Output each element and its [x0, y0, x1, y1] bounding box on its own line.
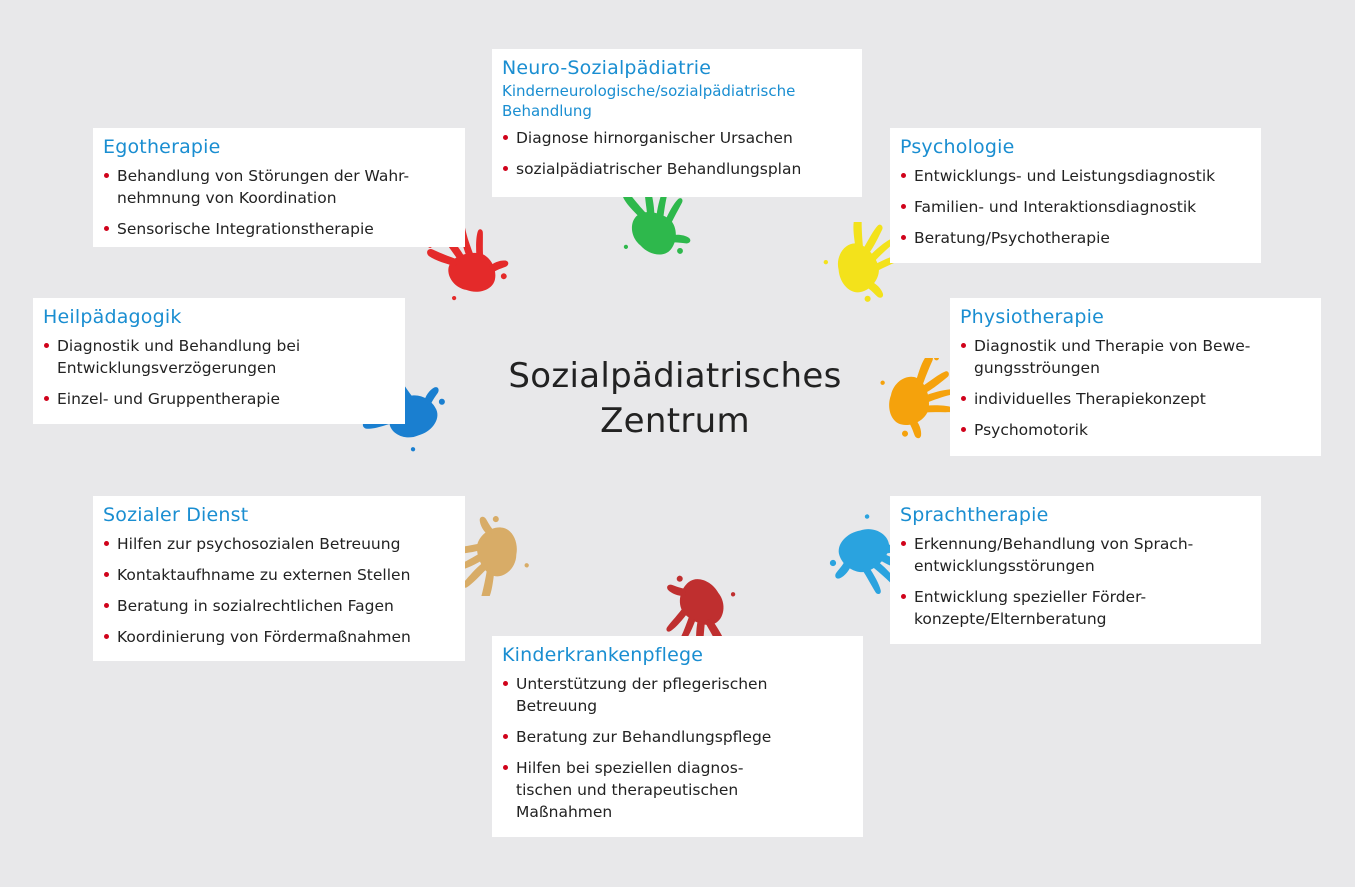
card-egotherapie — [93, 128, 465, 247]
list-item — [900, 533, 1251, 577]
list-item — [900, 165, 1251, 187]
list-item — [960, 419, 1311, 441]
card-title: Sozialer Dienst — [103, 504, 249, 526]
card-psychologie — [890, 128, 1261, 263]
list-item-text: Familien- und Interaktionsdiagnostik — [914, 198, 1197, 216]
list-item — [900, 196, 1251, 218]
card-heilpaedagogik — [33, 298, 405, 424]
list-item-text: Beratung zur Behandlungspflege — [516, 728, 772, 746]
list-item-text: Entwicklung spezieller Förder- konzepte/Elternberatung — [914, 588, 1147, 628]
list-item-text: Sensorische Integrationstherapie — [117, 220, 374, 238]
card-sprachtherapie — [890, 496, 1261, 644]
list-item — [502, 673, 853, 717]
list-item — [103, 626, 455, 648]
list-item-text: Behandlung von Störungen der Wahr- nehmnung von Koordination — [117, 167, 410, 207]
card-title: Physiotherapie — [960, 306, 1105, 328]
list-item-text: Erkennung/Behandlung von Sprach- entwicklungsstörungen — [914, 535, 1194, 575]
orange-hand-icon — [868, 358, 963, 440]
list-item-text: Diagnostik und Behandlung bei Entwicklungsverzögerungen — [57, 337, 301, 377]
green-hand-icon — [610, 186, 700, 266]
list-item — [502, 127, 852, 149]
card-kinderkrankenpflege — [492, 636, 863, 837]
list-item — [900, 586, 1251, 630]
list-item-text: Beratung/Psychotherapie — [914, 229, 1110, 247]
list-item-text: Entwicklungs- und Leistungsdiagnostik — [914, 167, 1216, 185]
card-title: Neuro-Sozialpädiatrie — [502, 57, 712, 79]
list-item — [103, 564, 455, 586]
list-item — [502, 158, 852, 180]
list-item-text: Koordinierung von Fördermaßnahmen — [117, 628, 411, 646]
list-item-text: Diagnose hirnorganischer Ursachen — [516, 129, 793, 147]
list-item — [103, 165, 455, 209]
card-title: Heilpädagogik — [43, 306, 182, 328]
list-item-text: Hilfen bei speziellen diagnos- tischen und therapeutischen Maßnahmen — [516, 759, 744, 821]
list-item — [103, 533, 455, 555]
list-item — [103, 595, 455, 617]
card-neuro-sozialpaediatrie — [492, 49, 862, 197]
list-item — [103, 218, 455, 240]
card-title: Psychologie — [900, 136, 1015, 158]
list-item — [960, 388, 1311, 410]
list-item-text: Psychomotorik — [974, 421, 1088, 439]
list-item — [900, 227, 1251, 249]
list-item-text: Hilfen zur psychosozialen Betreuung — [117, 535, 401, 553]
list-item-text: sozialpädiatrischer Behandlungsplan — [516, 160, 802, 178]
center-title: Sozialpädiatrisches Zentrum — [508, 356, 842, 441]
card-sozialer-dienst — [93, 496, 465, 661]
card-physiotherapie — [950, 298, 1321, 456]
list-item — [960, 335, 1311, 379]
card-subtitle: Kinderneurologische/sozialpädiatrische Behandlung — [502, 82, 796, 120]
list-item — [502, 726, 853, 748]
list-item-text: Kontaktaufhname zu externen Stellen — [117, 566, 411, 584]
card-title: Kinderkrankenpflege — [502, 644, 704, 666]
card-title: Sprachtherapie — [900, 504, 1049, 526]
list-item — [43, 388, 395, 410]
list-item — [43, 335, 395, 379]
list-item-text: individuelles Therapiekonzept — [974, 390, 1206, 408]
list-item — [502, 757, 853, 823]
card-title: Egotherapie — [103, 136, 221, 158]
list-item-text: Unterstützung der pflegerischen Betreuung — [516, 675, 768, 715]
list-item-text: Beratung in sozialrechtlichen Fagen — [117, 597, 394, 615]
list-item-text: Einzel- und Gruppentherapie — [57, 390, 281, 408]
list-item-text: Diagnostik und Therapie von Bewe- gungsströungen — [974, 337, 1251, 377]
